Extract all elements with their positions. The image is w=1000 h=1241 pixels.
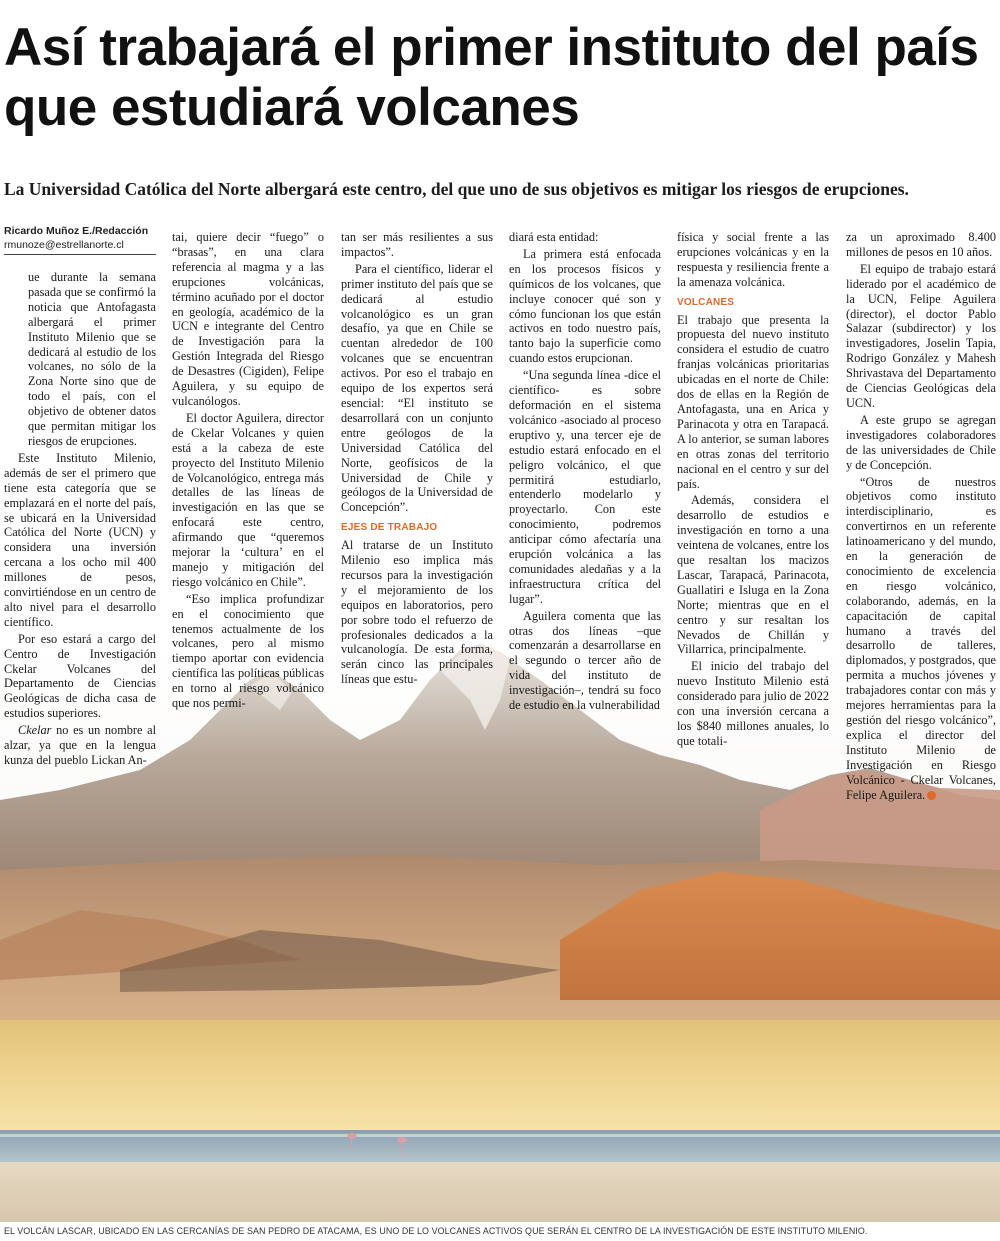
paragraph: Aguilera comenta que las otras dos líneas –que comenzarán a desarrollarse en el segundo o tercer año de vida del instituto de investigación–, tendrá su foco de estudio en la vulnerabilidad — [509, 608, 661, 713]
paragraph: El inicio del trabajo del nuevo Instituto Milenio está considerado para julio de 2022 con una inversión cercana a los $840 millones anuales, lo que totali- — [677, 659, 829, 748]
article-column-5 — [677, 230, 829, 751]
paragraph — [846, 475, 996, 803]
article-column-2 — [172, 230, 324, 713]
paragraph: tai, quiere decir “fuego” o “brasas”, en una clara referencia al magma y a las erupciones volcánicas, término acuñado por el doctor en geología, académico de la UCN e integrante del Centro de Investigación para la Gestión Integrada del Riesgo de Desastres (Cigiden), Felipe Aguilera, y su equipo de vulcanólogos. — [172, 230, 324, 408]
paragraph: tan ser más resilientes a sus impactos”. — [341, 230, 493, 259]
paragraph: ue durante la semana pasada que se confirmó la noticia que Antofagasta albergará el primer Instituto Milenio que se dedicará al estudio de los volcanes, no sólo de la Zona Norte sino que de todo el país, con el objetivo de obtener datos que permitan mitigar los riesgos de erupciones. — [28, 270, 156, 448]
paragraph: El trabajo que presenta la propuesta del nuevo instituto considera el estudio de cuatro franjas volcánicas prioritarias ubicadas en el norte de Chile: dos de ellas en la Región de Antofagasta, una en Arica y Parinacota y otra en Tarapacá. A lo anterior, se suman labores en otras zonas del territorio nacional en el centro y sur del país. — [677, 312, 829, 491]
byline-email[interactable]: rmunoze@estrellanorte.cl — [4, 239, 124, 251]
subheadline: La Universidad Católica del Norte albergará este centro, del que uno de sus objetivos es mitigar los riesgos de erupciones. — [4, 179, 909, 199]
paragraph: “Eso implica profundizar en el conocimiento que tenemos actualmente de los volcanes, pero al mismo tiempo aportar con evidencia científica las políticas públicas en torno al riesgo volcánico que nos permi- — [172, 591, 324, 711]
paragraph: La primera está enfocada en los procesos físicos y químicos de los volcanes, que incluye conocer qué son y cómo funcionan los que están activos en todo nuestro país, tanto bajo la superficie como cuando estos erupcionan. — [509, 246, 661, 366]
paragraph-text: no es un nombre al alzar, ya que en la lengua kunza del pueblo Lickan An- — [4, 723, 156, 767]
paragraph: diará esta entidad: — [509, 230, 599, 244]
paragraph: física y social frente a las erupciones volcánicas y en la respuesta y resiliencia frente a la amenaza volcánica. — [677, 230, 829, 289]
paragraph: Este Instituto Milenio, además de ser el primero que tiene esta categoría que se emplazará en el norte del país, se ubicará en la Universidad Católica del Norte (UCN) y considera una inversión cercana a los ocho mil 400 millones de pesos, convirtiéndose en un centro de alto nivel para el desarrollo científico. — [4, 450, 156, 629]
headline: Así trabajará el primer instituto del país que estudiará volcanes — [4, 18, 979, 137]
paragraph: A este grupo se agregan investigadores colaboradores de las universidades de Chile y de Concepción. — [846, 412, 996, 472]
byline — [4, 224, 156, 252]
byline-rule — [4, 254, 156, 255]
article-column-3 — [341, 230, 493, 689]
paragraph: Por eso estará a cargo del Centro de Investigación Ckelar Volcanes del Departamento de Ciencias Geológicas de dicha casa de estudios superiores. — [4, 631, 156, 721]
article-column-4 — [509, 230, 661, 715]
paragraph: Para el científico, liderar el primer instituto del país que se dedicará al estudio volcanológico es un gran desafío, ya que en Chile se cuentan alrededor de 100 volcanes que se encuentran activos. Por eso el trabajo en equipo de los expertos será esencial: “El instituto se desarrollará con un conjunto entre geólogos de la Universidad Católica del Norte, geofísicos de la Universidad de Chile y geólogos de la Universidad de Concepción”. — [341, 261, 493, 515]
paragraph: El doctor Aguilera, director de Ckelar Volcanes y quien está a la cabeza de este proyecto del Instituto Milenio de Volcanológico, entrega más detalles de las líneas de investigación en las que se enfocará este centro, afirmando que “queremos mejorar la ‘cultura’ en el manejo y mitigación del riesgo volcánico en Chile”. — [172, 410, 324, 589]
section-heading: VOLCANES — [677, 296, 735, 308]
paragraph: El equipo de trabajo estará liderado por el académico de la UCN, Felipe Aguilera (director), el doctor Pablo Salazar (subdirector) y los investigadores, Joselin Tapia, Rodrigo González y Mahesh Shrivastava del Departamento de Ciencias Geológicas dela UCN. — [846, 261, 996, 410]
section-heading: EJES DE TRABAJO — [341, 522, 438, 534]
byline-author: Ricardo Muñoz E./Redacción — [4, 225, 149, 237]
paragraph: za un aproximado 8.400 millones de pesos en 10 años. — [846, 230, 996, 259]
paragraph: Al tratarse de un Instituto Milenio eso implica más recursos para la investigación y el mejoramiento de los equipos en laboratorios, pero por sobre todo el refuerzo de profesionales dedicados a la vulcanología. De esta forma, serán cinco las principales líneas que estu- — [341, 538, 493, 687]
paragraph: “Una segunda línea -dice el científico- es sobre deformación en el sistema volcánico -asociado al proceso eruptivo y, una tercer eje de estudio estará enfocado en el peligro volcánico, el que permitirá estudiarlo, entenderlo modelarlo y proyectarlo. Con este conocimiento, podremos anticipar cómo afectaría una erupción volcánica a las comunidades aledañas y a la infraestructura crítica del lugar”. — [509, 368, 661, 606]
paragraph — [4, 723, 156, 768]
article-column-1 — [4, 270, 156, 770]
end-of-article-icon — [927, 791, 936, 800]
article-column-6 — [846, 230, 996, 804]
photo-caption: EL VOLCÁN LASCAR, UBICADO EN LAS CERCANÍAS DE SAN PEDRO DE ATACAMA, ES UNO DE LO VOLCANES ACTIVOS QUE SERÁN EL CENTRO DE LA INVESTIGACIÓN DE ESTE INSTITUTO MILENIO. — [4, 1226, 868, 1236]
emphasis-term: Ckelar — [18, 723, 52, 738]
paragraph: Además, considera el desarrollo de estudios e investigación en torno a una veintena de volcanes, entre los que resaltan los macizos Lascar, Tarapacá, Parinacota, Guallatiri e Isluga en la Zona Norte; mientras que en el centro y sur resaltan los Nevados de Chillán y Villarrica, principalmente. — [677, 493, 829, 657]
paragraph-text: “Otros de nuestros objetivos como instituto interdisciplinario, es convertirnos en un referente latinoamericano y del mundo, en la generación de conocimiento de excelencia en riesgo volcánico, colaborando, además, en la capacitación de capital humano a través del desarrollo de talleres, diplomados, y postgrados, que permita a muchos jóvenes y trabajadores contar con más y mejores herramientas para la gestión del riesgo volcánico”, explica el director del Instituto Milenio de Investigación en Riesgo Volcánico - Ckelar Volcanes, Felipe Aguilera. — [846, 474, 996, 802]
